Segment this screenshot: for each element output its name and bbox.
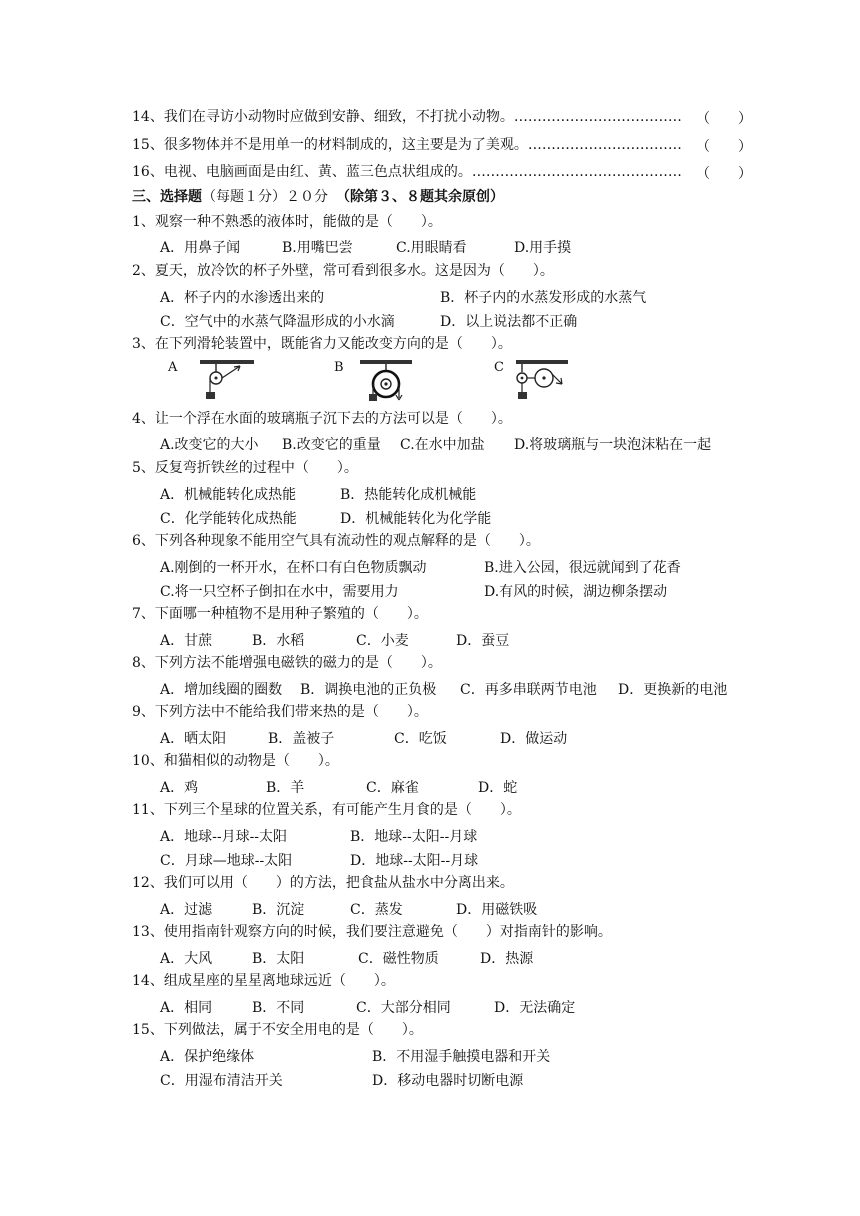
option: C．磁性物质 [358, 951, 439, 967]
question-stem: 14、组成星座的星星离地球远近（ ）。 [132, 973, 395, 989]
answer-paren: （ ） [696, 166, 752, 182]
option: B．不同 [252, 1000, 305, 1016]
option: B.用嘴巴尝 [282, 240, 353, 256]
option: D．热源 [480, 951, 534, 967]
option: C．空气中的水蒸气降温形成的小水滴 [160, 314, 395, 330]
judge-item-16: 16、电视、电脑画面是由红、黄、蓝三色点状组成的。……………………………………… [132, 164, 682, 180]
option: A．相同 [160, 1000, 213, 1016]
option: D．以上说法都不正确 [440, 314, 578, 330]
option: A．晒太阳 [160, 731, 227, 747]
option: C.在水中加盐 [400, 437, 485, 453]
option: B.改变它的重量 [282, 437, 381, 453]
pulley-figure-b [358, 358, 414, 404]
option: C．吃饭 [394, 731, 447, 747]
option: B．调换电池的正负极 [300, 682, 437, 698]
answer-paren: （ ） [696, 111, 752, 127]
option: C．用湿布清洁开关 [160, 1073, 283, 1089]
option: B．杯子内的水蒸发形成的水蒸气 [440, 290, 647, 306]
option: D．做运动 [500, 731, 568, 747]
option: B．沉淀 [252, 902, 305, 918]
option: A.改变它的大小 [160, 437, 259, 453]
option: A．机械能转化成热能 [160, 487, 297, 503]
question-stem: 15、下列做法，属于不安全用电的是（ ）。 [132, 1022, 423, 1038]
option: D．蛇 [478, 780, 518, 796]
option: A．鸡 [160, 780, 199, 796]
question-stem: 8、下列方法不能增强电磁铁的磁力的是（ ）。 [132, 655, 442, 671]
option: C．再多串联两节电池 [460, 682, 597, 698]
option: B．太阳 [252, 951, 305, 967]
option: C．麻雀 [366, 780, 419, 796]
pulley-figure-c [512, 358, 572, 404]
judge-item-14: 14、我们在寻访小动物时应做到安静、细致，不打扰小动物。……………………………… [132, 109, 682, 125]
figure-label-b: B [334, 360, 344, 375]
option: B．羊 [266, 780, 305, 796]
question-stem: 10、和猫相似的动物是（ ）。 [132, 753, 339, 769]
option: B.进入公园，很远就闻到了花香 [484, 560, 681, 576]
option: B．热能转化成机械能 [340, 487, 477, 503]
option: B．不用湿手触摸电器和开关 [372, 1049, 551, 1065]
pulley-figure-a [196, 358, 258, 404]
option: D.有风的时候，湖边柳条摆动 [484, 584, 668, 600]
question-stem: 1、观察一种不熟悉的液体时，能做的是（ ）。 [132, 214, 442, 230]
judge-item-15: 15、很多物体并不是用单一的材料制成的，这主要是为了美观。…………………………… [132, 137, 682, 153]
answer-paren: （ ） [696, 139, 752, 155]
question-stem: 6、下列各种现象不能用空气具有流动性的观点解释的是（ ）。 [132, 533, 540, 549]
option: A．地球--月球--太阳 [160, 829, 288, 845]
option: B．盖被子 [268, 731, 335, 747]
option: C．小麦 [356, 633, 409, 649]
section-title: 三、选择题（每题１分）２０分 （除第３、８题其余原创） [132, 189, 504, 205]
option: A．增加线圈的圈数 [160, 682, 283, 698]
option: D．地球--太阳--月球 [350, 853, 479, 869]
question-stem: 5、反复弯折铁丝的过程中（ ）。 [132, 460, 358, 476]
question-stem: 3、在下列滑轮装置中，既能省力又能改变方向的是（ ）。 [132, 336, 512, 352]
option: D．移动电器时切断电源 [372, 1073, 524, 1089]
option: A．杯子内的水渗透出来的 [160, 290, 325, 306]
option: A.刚倒的一杯开水，在杯口有白色物质飘动 [160, 560, 427, 576]
option: D．无法确定 [494, 1000, 576, 1016]
figure-label-c: C [494, 360, 504, 375]
option: A．大风 [160, 951, 213, 967]
question-stem: 9、下列方法中不能给我们带来热的是（ ）。 [132, 704, 428, 720]
option: D．蚕豆 [456, 633, 510, 649]
figure-label-a: A [168, 360, 178, 375]
option: D．机械能转化为化学能 [340, 511, 492, 527]
option: A．过滤 [160, 902, 213, 918]
question-stem: 13、使用指南针观察方向的时候，我们要注意避免（ ）对指南针的影响。 [132, 924, 612, 940]
option: D．用磁铁吸 [456, 902, 538, 918]
option: C．月球—地球--太阳 [160, 853, 293, 869]
question-stem: 2、夏天，放冷饮的杯子外壁，常可看到很多水。这是因为（ ）。 [132, 263, 554, 279]
option: C．大部分相同 [356, 1000, 451, 1016]
question-stem: 4、让一个浮在水面的玻璃瓶子沉下去的方法可以是（ ）。 [132, 411, 512, 427]
question-stem: 11、下列三个星球的位置关系，有可能产生月食的是（ ）。 [132, 802, 521, 818]
question-stem: 7、下面哪一种植物不是用种子繁殖的（ ）。 [132, 606, 428, 622]
option: A．保护绝缘体 [160, 1049, 255, 1065]
question-stem: 12、我们可以用（ ）的方法，把食盐从盐水中分离出来。 [132, 875, 514, 891]
option: D.用手摸 [514, 240, 572, 256]
option: C．化学能转化成热能 [160, 511, 297, 527]
option: D.将玻璃瓶与一块泡沫粘在一起 [514, 437, 712, 453]
option: B．地球--太阳--月球 [350, 829, 478, 845]
option: C.将一只空杯子倒扣在水中，需要用力 [160, 584, 399, 600]
option: C.用眼睛看 [396, 240, 467, 256]
option: B．水稻 [252, 633, 305, 649]
option: A．甘蔗 [160, 633, 213, 649]
option: A．用鼻子闻 [160, 240, 241, 256]
option: D．更换新的电池 [618, 682, 728, 698]
option: C．蒸发 [350, 902, 403, 918]
